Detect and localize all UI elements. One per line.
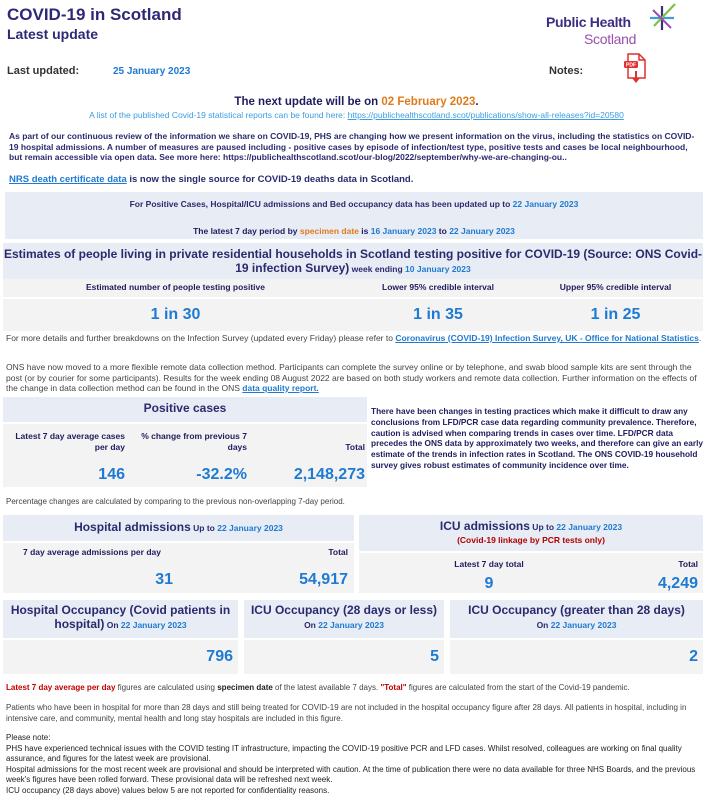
hosp-value-total: 54,917 <box>299 571 348 588</box>
hosp-value-avg: 31 <box>155 571 173 588</box>
page-title: COVID-19 in Scotland <box>7 5 182 24</box>
hospital-occupancy-value: 796 <box>206 648 233 665</box>
icu-occupancy-gt28-on: On <box>536 620 551 630</box>
pdf-download-icon[interactable] <box>623 52 647 86</box>
last-updated-label: Last updated: <box>7 65 80 77</box>
ons-more-end: . <box>698 333 702 343</box>
icu-occupancy-28-title-wrap <box>244 603 444 632</box>
icu-admissions-body <box>359 553 703 593</box>
icu-occupancy-gt28-date: 22 January 2023 <box>550 620 617 630</box>
svg-text:PDF: PDF <box>626 62 636 69</box>
next-update-text: The next update will be on <box>234 96 382 108</box>
icu-col-latest: Latest 7 day total <box>454 559 524 569</box>
avg-note-text-b: of the latest available 7 days. <box>272 683 381 692</box>
hospital-up-to: Up to <box>190 523 218 533</box>
pos-col-change: % change from previous 7 days <box>141 431 247 452</box>
ons-col-lower: Lower 95% credible interval <box>382 282 494 292</box>
avg-note-total: "Total" <box>380 683 407 692</box>
ons-column-headers <box>3 279 703 297</box>
positive-cases-title: Positive cases <box>143 401 227 415</box>
icu-occupancy-28-title: ICU Occupancy (28 days or less) <box>250 603 438 617</box>
hospital-admissions-title: Hospital admissions <box>74 520 191 534</box>
data-updated-date: 22 January 2023 <box>512 199 579 209</box>
testing-practice-note: There have been changes in testing practices which make it difficult to draw any conclusions from LFD/PCR case data regarding community prevalence. Therefore, caution is advised when comparing trends in cases over time. LFD/PCR data precedes the ONS data by approximately two weeks, and therefore can give an early estimate of the trends in infection rates in Scotland. The ONS COVID-19 household survey gives robust estimates of community incidence over time. <box>371 406 703 470</box>
ons-method-note <box>6 362 706 394</box>
phs-star-logo-icon <box>644 2 680 34</box>
pos-value-change: -32.2% <box>196 466 247 483</box>
avg-note-specimen: specimen date <box>217 683 273 692</box>
pos-value-total: 2,148,273 <box>293 466 365 483</box>
icu-up-to: Up to <box>529 522 557 532</box>
nrs-death-data-link[interactable]: NRS death certificate data <box>9 174 127 185</box>
pos-col-total: Total <box>345 442 365 452</box>
ons-value-estimate: 1 in 30 <box>150 306 201 323</box>
hospital-admissions-header <box>3 515 354 541</box>
ons-method-text: ONS have now moved to a more flexible remote data collection method. Participants can complete the survey online or by telephone, and swab blood sample kits are sent through the post (or by courier for some participants). Results for the week ending 08 August 2022 are based on both study workers and remote data collection. Further information on the effects of the change in data collection method can be found in the ONS <box>6 362 697 393</box>
ons-data-quality-link[interactable]: data quality report. <box>242 383 319 393</box>
please-note-item: PHS have experienced technical issues with the COVID testing IT infrastructure, impacting the COVID-19 positive PCR and LFD cases. Whilst resolved, colleagues are working on final quality assurance, and figures for the latest week are provisional. <box>6 743 682 764</box>
phs-logo <box>546 4 686 47</box>
period-to: to <box>436 226 450 236</box>
hospital-admissions-title-wrap <box>3 520 354 534</box>
hosp-col-total: Total <box>328 547 348 557</box>
average-footnote <box>6 683 630 692</box>
percentage-note: Percentage changes are calculated by comparing to the previous non-overlapping 7-day period. <box>6 497 345 506</box>
pos-col-avg: Latest 7 day average cases per day <box>15 431 125 452</box>
review-notice: As part of our continuous review of the information we share on COVID-19, PHS are changing how we present information on the virus, including the statistics on COVID-19 hospital admissions. A number of measures are paused including - positive cases by episode of infection/test type, positive tests and cases be local neighbourhood, but remain accessible via open data. See more here: https://publichealthscotland.scot/our-blog/2022/september/why-we-are-changing-ou.. <box>9 131 695 162</box>
period-to-date: 22 January 2023 <box>449 226 515 236</box>
specimen-date-label: specimen date <box>299 226 359 236</box>
icu-admissions-header <box>359 515 703 551</box>
ons-panel-header <box>3 243 703 279</box>
ons-more-text: For more details and further breakdowns on the Infection Survey (updated every Friday) please refer to <box>6 333 396 343</box>
hospital-occupancy-title-wrap <box>3 603 238 632</box>
icu-occupancy-28-body <box>244 640 444 674</box>
icu-occupancy-28-header <box>244 600 444 638</box>
icu-admissions-title-wrap <box>359 519 703 533</box>
period-text: The latest 7 day period by <box>193 226 300 236</box>
icu-occupancy-gt28-title: ICU Occupancy (greater than 28 days) <box>468 603 685 617</box>
please-note-section <box>6 733 706 797</box>
nrs-text: is now the single source for COVID-19 deaths data in Scotland. <box>126 174 414 185</box>
avg-note-highlight: Latest 7 day average per day <box>6 683 116 692</box>
ons-week-date: 10 January 2023 <box>405 264 471 274</box>
icu-occupancy-28-value: 5 <box>430 648 439 665</box>
patients-footnote: Patients who have been in hospital for more than 28 days and still being treated for COVID-19 are not included in the hospital occupancy figure after 28 days. All patients in hospital, including in intensive care, and community, mental health and long stay hospitals are included in this figure. <box>6 703 687 723</box>
hospital-date: 22 January 2023 <box>217 523 283 533</box>
icu-occupancy-28-date: 22 January 2023 <box>318 620 384 630</box>
hospital-occupancy-body <box>3 640 238 674</box>
icu-value-total: 4,249 <box>657 575 698 592</box>
latest-period-line <box>5 226 703 236</box>
please-note-item: ICU occupancy (28 days above) values below 5 are not reported for confidentiality reasons. <box>6 785 330 795</box>
logo-line1: Public Health <box>546 14 631 30</box>
page-subtitle: Latest update <box>7 26 99 42</box>
hospital-admissions-body <box>3 543 354 593</box>
reports-list-link[interactable]: https://publichealthscotland.scot/publications/show-all-releases?id=20580 <box>347 110 624 120</box>
icu-occupancy-gt28-title-wrap <box>450 603 703 632</box>
logo-line2: Scotland <box>584 31 637 47</box>
hosp-col-avg: 7 day average admissions per day <box>23 547 161 557</box>
please-note-item: Hospital admissions for the most recent week are provisional and should be interpreted with caution. At the time of publication there were no data available for three NHS Boards, and the previous week's figures have been rolled forward. These provisional data will be refreshed next week. <box>6 764 696 785</box>
icu-value-latest: 9 <box>484 575 494 592</box>
ons-more-details <box>6 333 706 344</box>
data-updated-text: For Positive Cases, Hospital/ICU admissions and Bed occupancy data has been updated up to <box>129 199 513 209</box>
ons-values <box>3 299 703 331</box>
hospital-occupancy-header <box>3 600 238 638</box>
nrs-notice <box>9 174 413 185</box>
positive-cases-header <box>3 397 367 422</box>
avg-note-text-c: figures are calculated from the start of the Covid-19 pandemic. <box>406 683 630 692</box>
hospital-occupancy-title: Hospital Occupancy (Covid patients in hospital) <box>10 603 231 631</box>
ons-title-wrap <box>3 247 703 276</box>
pos-value-avg: 146 <box>98 466 125 483</box>
next-update-suffix: . <box>475 96 479 108</box>
reports-list-line <box>0 110 713 120</box>
data-updated-line <box>5 199 703 209</box>
notes-label: Notes: <box>549 65 584 77</box>
reports-list-text: A list of the published Covid-19 statistical reports can be found here: <box>89 110 348 120</box>
icu-occupancy-gt28-body <box>450 640 703 674</box>
ons-col-estimate: Estimated number of people testing positive <box>86 282 265 292</box>
ons-value-lower: 1 in 35 <box>413 306 463 323</box>
icu-occupancy-28-on: On <box>304 620 319 630</box>
icu-occupancy-gt28-value: 2 <box>689 648 698 665</box>
period-is: is <box>358 226 371 236</box>
avg-note-text-a: figures are calculated using <box>115 683 218 692</box>
icu-admissions-title: ICU admissions <box>439 519 530 533</box>
next-update-notice <box>0 96 713 108</box>
hospital-occupancy-on: On <box>104 620 121 630</box>
icu-date: 22 January 2023 <box>556 522 623 532</box>
ons-week-label: week ending <box>349 264 406 274</box>
ons-title: Estimates of people living in private residential households in Scotland testing positive for COVID-19 (Source: ONS Covid-19 infection Survey) <box>3 247 703 275</box>
period-from-date: 16 January 2023 <box>370 226 437 236</box>
next-update-date: 02 February 2023 <box>381 96 476 108</box>
icu-occupancy-gt28-header <box>450 600 703 638</box>
hospital-occupancy-date: 22 January 2023 <box>120 620 187 630</box>
please-note-title: Please note: <box>6 733 51 742</box>
ons-col-upper: Upper 95% credible interval <box>559 282 672 292</box>
icu-col-total: Total <box>678 559 698 569</box>
ons-infection-survey-link[interactable]: Coronavirus (COVID-19) Infection Survey, UK - Office for National Statistics <box>395 333 699 343</box>
positive-cases-body <box>3 424 367 487</box>
last-updated-value: 25 January 2023 <box>113 66 191 77</box>
data-updated-box <box>5 192 703 239</box>
icu-pcr-note: (Covid-19 linkage by PCR tests only) <box>457 535 605 545</box>
ons-value-upper: 1 in 25 <box>590 306 641 323</box>
